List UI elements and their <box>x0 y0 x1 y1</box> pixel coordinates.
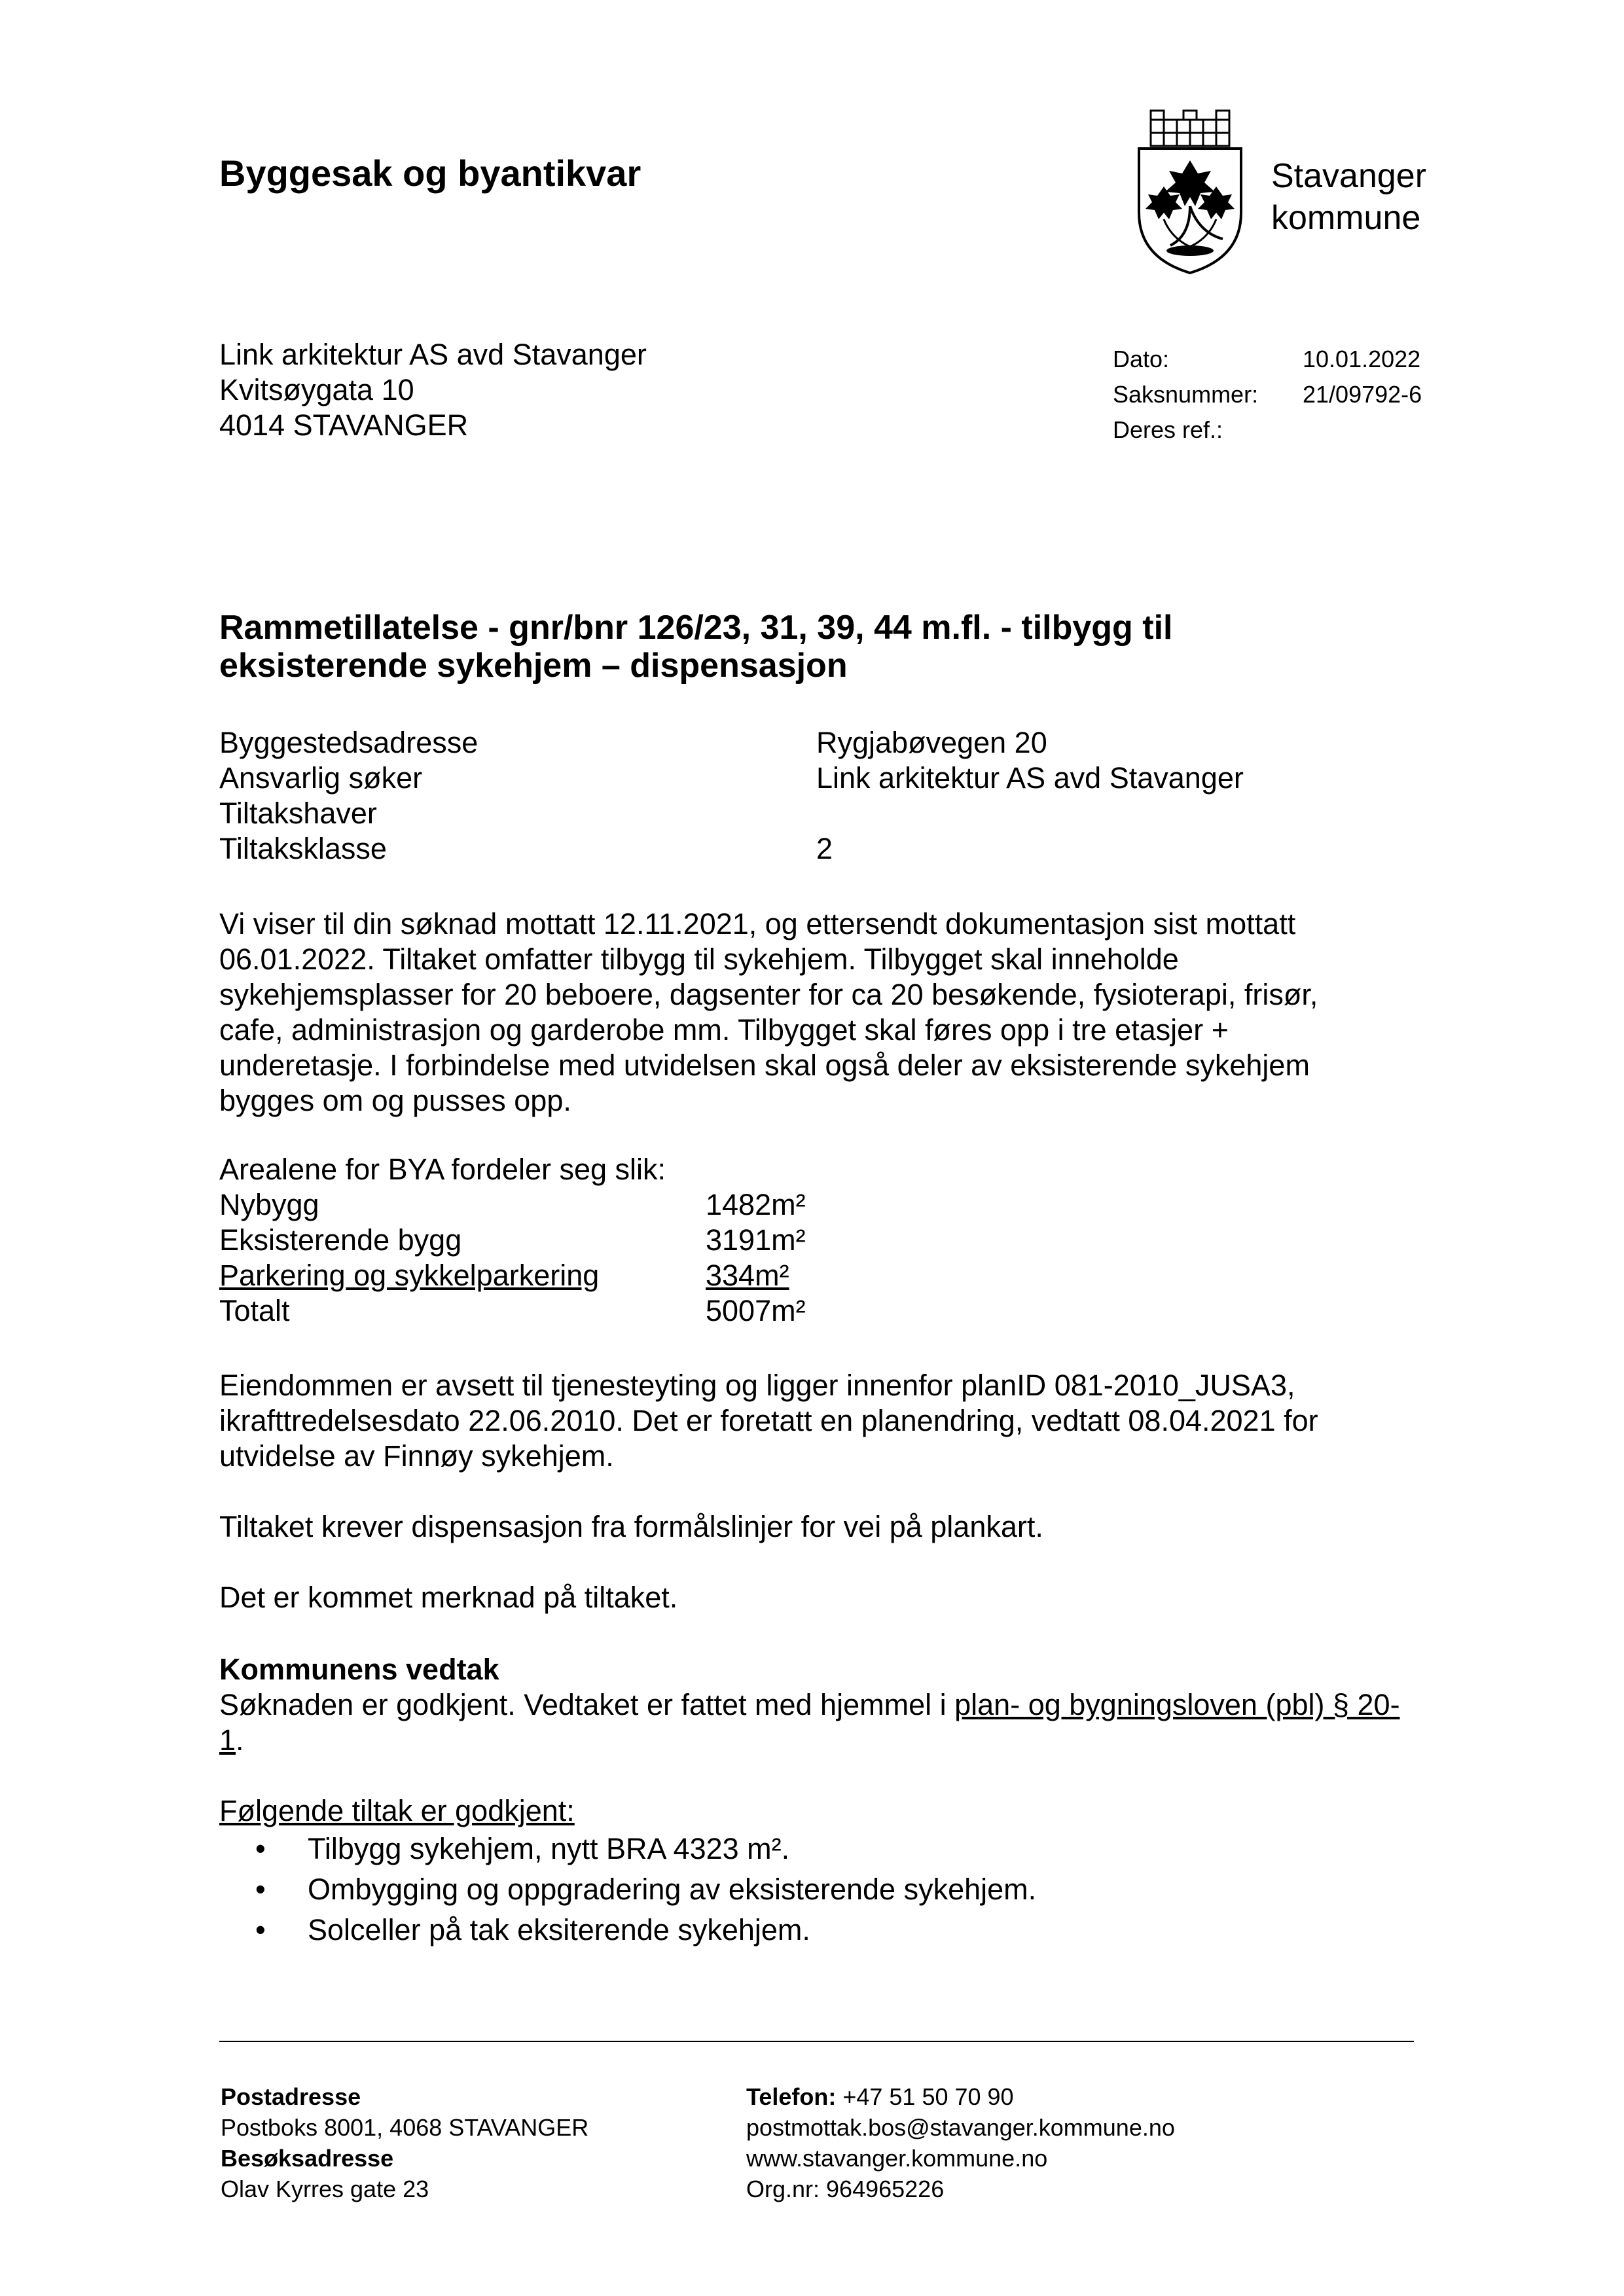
decision-text-end: . <box>236 1723 244 1757</box>
title-line-1: Rammetillatelse - gnr/bnr 126/23, 31, 39, 44 m.fl. - tilbygg til <box>219 609 1173 647</box>
recipient-street: Kvitsøygata 10 <box>219 373 414 406</box>
decision-heading: Kommunens vedtak <box>219 1653 499 1686</box>
case-info-row <box>219 761 1244 796</box>
area-row <box>219 1258 806 1293</box>
letter-meta <box>1113 342 1422 448</box>
list-item: • Ombygging og oppgradering av eksisterende sykehjem. <box>219 1869 1036 1910</box>
dispensation-paragraph: Tiltaket krever dispensasjon fra formålslinjer for vei på plankart. <box>219 1510 1043 1543</box>
title-line-2: eksisterende sykehjem – dispensasjon <box>219 647 848 685</box>
meta-date-value: 10.01.2022 <box>1303 346 1421 372</box>
recipient-city: 4014 STAVANGER <box>219 408 469 442</box>
decision-text: Søknaden er godkjent. Vedtaket er fattet med hjemmel i <box>219 1688 955 1721</box>
paragraph-line: sykehjemsplasser for 20 beboere, dagsenter for ca 20 besøkende, fysioterapi, frisør, <box>219 978 1318 1011</box>
paragraph-line: Vi viser til din søknad mottatt 12.11.2021, og ettersendt dokumentasjon sist mottatt <box>219 907 1296 941</box>
area-label: Eksisterende bygg <box>219 1223 462 1257</box>
department-title: Byggesak og byantikvar <box>219 152 641 194</box>
email-link[interactable]: postmottak.bos@stavanger.kommune.no <box>746 2114 1175 2141</box>
case-info-row <box>219 725 1244 761</box>
visit-label: Besøksadresse <box>221 2145 394 2172</box>
logo-line-kommune: kommune <box>1271 199 1421 237</box>
case-info-label: Ansvarlig søker <box>219 761 423 795</box>
letter-title <box>219 609 1430 685</box>
paragraph-line: bygges om og pusses opp. <box>219 1084 571 1117</box>
area-table <box>219 1152 806 1329</box>
municipality-logo <box>1125 108 1439 278</box>
case-info-label: Tiltakshaver <box>219 797 377 830</box>
footer-addresses <box>221 2081 588 2204</box>
area-label: Parkering og sykkelparkering <box>219 1259 600 1292</box>
footer-contact <box>746 2081 1175 2204</box>
paragraph-line <box>219 1687 1417 1723</box>
meta-case-row <box>1113 377 1422 412</box>
case-info-value: Link arkitektur AS avd Stavanger <box>816 761 1244 795</box>
postal-label: Postadresse <box>221 2083 361 2110</box>
case-info-table <box>219 725 1244 867</box>
paragraph-line: Eiendommen er avsett til tjenesteyting og ligger innenfor planID 081-2010_JUSA3, <box>219 1369 1295 1402</box>
logo-wordmark <box>1271 155 1426 239</box>
org-number: Org.nr: 964965226 <box>746 2176 945 2202</box>
area-value: 1482m² <box>706 1188 806 1221</box>
logo-line-stavanger: Stavanger <box>1271 157 1427 195</box>
law-link[interactable]: plan- og bygningsloven (pbl) § 20- <box>954 1688 1400 1721</box>
paragraph-line: ikrafttredelsesdato 22.06.2010. Det er foretatt en planendring, vedtatt 08.04.2021 for <box>219 1404 1318 1437</box>
paragraph-line: 06.01.2022. Tiltaket omfatter tilbygg til sykehjem. Tilbygget skal inneholde <box>219 942 1179 976</box>
meta-date-label: Dato: <box>1113 346 1170 372</box>
area-row <box>219 1187 806 1223</box>
case-info-label: Tiltaksklasse <box>219 832 387 865</box>
remark-paragraph: Det er kommet merknad på tiltaket. <box>219 1581 678 1614</box>
decision-paragraph <box>219 1687 1417 1758</box>
meta-date-row <box>1113 342 1422 377</box>
footer-divider <box>219 2041 1414 2042</box>
meta-case-value: 21/09792-6 <box>1303 381 1422 408</box>
area-label: Nybygg <box>219 1188 319 1221</box>
phone-value: +47 51 50 70 90 <box>836 2083 1014 2110</box>
case-info-label: Byggestedsadresse <box>219 726 478 759</box>
list-item: • Solceller på tak eksiterende sykehjem. <box>219 1910 1036 1950</box>
area-value: 5007m² <box>706 1294 806 1327</box>
phone-label: Telefon: <box>746 2083 837 2110</box>
recipient-address <box>219 337 647 443</box>
paragraph-line <box>219 1723 1417 1758</box>
meta-ref-row <box>1113 412 1422 448</box>
law-link-continued[interactable]: 1 <box>219 1723 236 1757</box>
area-value: 334m² <box>706 1259 789 1292</box>
meta-ref-label: Deres ref.: <box>1113 416 1223 443</box>
postal-value: Postboks 8001, 4068 STAVANGER <box>221 2114 589 2141</box>
area-row <box>219 1223 806 1258</box>
list-item: • Tilbygg sykehjem, nytt BRA 4323 m². <box>219 1829 1036 1869</box>
area-label: Totalt <box>219 1294 290 1327</box>
paragraph-line: cafe, administrasjon og garderobe mm. Tilbygget skal føres opp i tre etasjer + <box>219 1013 1229 1047</box>
meta-case-label: Saksnummer: <box>1113 381 1259 408</box>
approved-list <box>219 1829 1036 1950</box>
area-row-total <box>219 1293 806 1329</box>
recipient-name: Link arkitektur AS avd Stavanger <box>219 338 647 371</box>
case-info-row <box>219 831 1244 867</box>
area-heading: Arealene for BYA fordeler seg slik: <box>219 1153 666 1186</box>
visit-value: Olav Kyrres gate 23 <box>221 2176 429 2202</box>
intro-paragraph <box>219 906 1417 1119</box>
case-info-row <box>219 796 1244 831</box>
plan-paragraph <box>219 1368 1417 1474</box>
case-info-value: Rygjabøvegen 20 <box>816 726 1047 759</box>
case-info-value: 2 <box>816 832 833 865</box>
phone-line <box>746 2081 1175 2112</box>
area-value: 3191m² <box>706 1223 806 1257</box>
paragraph-line: underetasje. I forbindelse med utvidelsen skal også deler av eksisterende sykehjem <box>219 1049 1310 1082</box>
paragraph-line: utvidelse av Finnøy sykehjem. <box>219 1439 614 1473</box>
website-link[interactable]: www.stavanger.kommune.no <box>746 2145 1048 2172</box>
approved-heading: Følgende tiltak er godkjent: <box>219 1794 575 1827</box>
coat-of-arms-icon <box>1125 108 1255 278</box>
